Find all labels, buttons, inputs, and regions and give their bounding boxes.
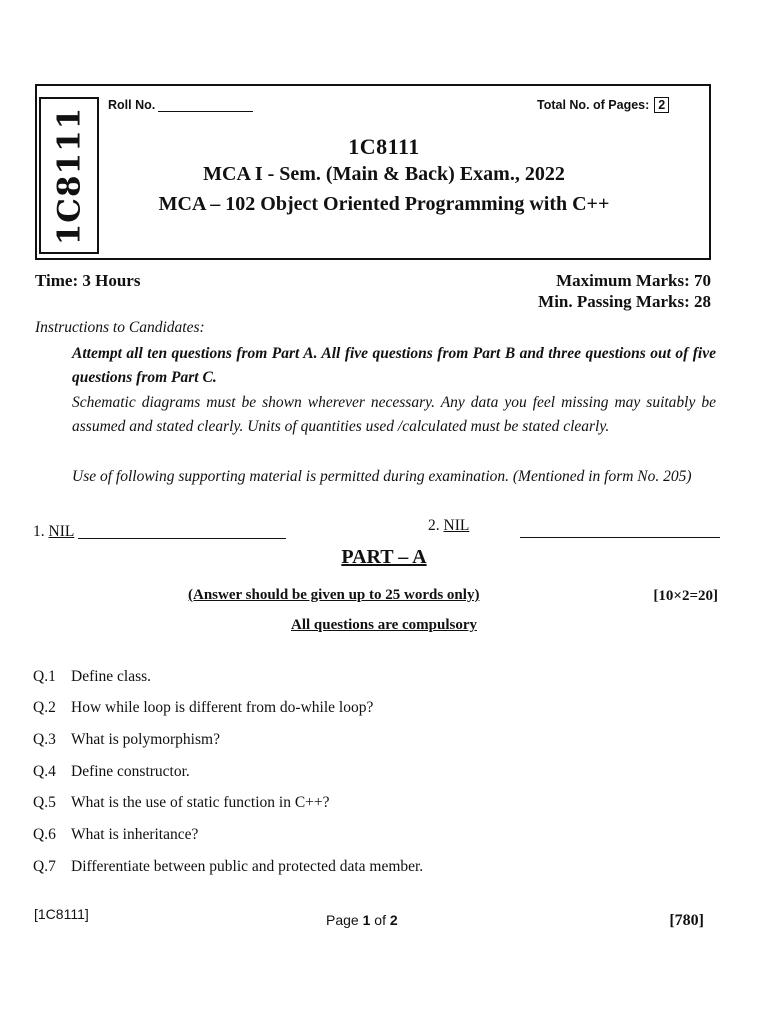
question-text: How while loop is different from do-while loop? xyxy=(71,699,374,716)
question-text: Differentiate between public and protected data member. xyxy=(71,858,424,875)
question-text: What is inheritance? xyxy=(71,826,199,843)
instruction-item: Use of following supporting material is permitted during examination. (Mentioned in form No. 205) xyxy=(72,468,692,485)
material-line xyxy=(520,537,720,538)
side-code: 1C8111 xyxy=(51,106,87,245)
question-item xyxy=(33,826,198,844)
question-text: Define class. xyxy=(71,668,152,685)
question-item xyxy=(33,763,190,781)
subject-title: MCA – 102 Object Oriented Programming with C++ xyxy=(158,193,610,215)
material-item-1 xyxy=(33,523,74,541)
question-number: Q.1 xyxy=(33,668,56,685)
roll-number-blank xyxy=(158,97,253,112)
question-number: Q.5 xyxy=(33,794,56,811)
maximum-marks: Maximum Marks: 70 xyxy=(556,271,711,290)
compulsory-note: All questions are compulsory xyxy=(291,617,477,633)
material-text: NIL xyxy=(443,517,470,534)
material-text: NIL xyxy=(48,523,75,540)
material-line xyxy=(78,538,286,539)
min-passing-marks: Min. Passing Marks: 28 xyxy=(538,292,711,311)
material-number: 2. xyxy=(428,517,440,534)
roll-number xyxy=(108,97,253,112)
part-a-title: PART – A xyxy=(341,546,427,568)
instruction-item: Attempt all ten questions from Part A. All five questions from Part B and three questions out of five questions from Part C. xyxy=(72,345,716,386)
footer-code: [1C8111] xyxy=(34,906,89,922)
page-current: 1 xyxy=(362,912,371,928)
total-pages-label: Total No. of Pages: xyxy=(537,98,650,112)
page-of: of xyxy=(370,912,390,928)
question-text: What is the use of static function in C++? xyxy=(71,794,330,811)
question-number: Q.7 xyxy=(33,858,56,875)
instruction-item: Schematic diagrams must be shown wherever necessary. Any data you feel missing may suitably be assumed and stated clearly. Units of quantities used /calculated must be stated clearly. xyxy=(72,394,716,435)
instructions-title: Instructions to Candidates: xyxy=(35,319,205,336)
question-number: Q.4 xyxy=(33,763,56,780)
page-indicator xyxy=(326,912,398,928)
footer-number: [780] xyxy=(669,912,704,929)
question-item xyxy=(33,858,423,876)
material-number: 1. xyxy=(33,523,45,540)
question-item xyxy=(33,668,151,686)
question-number: Q.2 xyxy=(33,699,56,716)
question-number: Q.3 xyxy=(33,731,56,748)
total-pages xyxy=(537,97,669,113)
question-text: What is polymorphism? xyxy=(71,731,220,748)
material-item-2 xyxy=(428,517,469,535)
page-total: 2 xyxy=(389,912,398,928)
time-allowed: Time: 3 Hours xyxy=(35,271,141,290)
question-text: Define constructor. xyxy=(71,763,190,780)
page-prefix: Page xyxy=(326,912,363,928)
roll-label: Roll No. xyxy=(108,98,156,112)
paper-code: 1C8111 xyxy=(348,134,420,159)
question-item xyxy=(33,699,373,717)
question-number: Q.6 xyxy=(33,826,56,843)
question-item xyxy=(33,794,330,812)
question-item xyxy=(33,731,220,749)
exam-title: MCA I - Sem. (Main & Back) Exam., 2022 xyxy=(203,163,565,185)
total-pages-value: 2 xyxy=(654,97,669,113)
answer-rule: (Answer should be given up to 25 words only) xyxy=(188,587,480,603)
part-marks: [10×2=20] xyxy=(653,588,718,604)
